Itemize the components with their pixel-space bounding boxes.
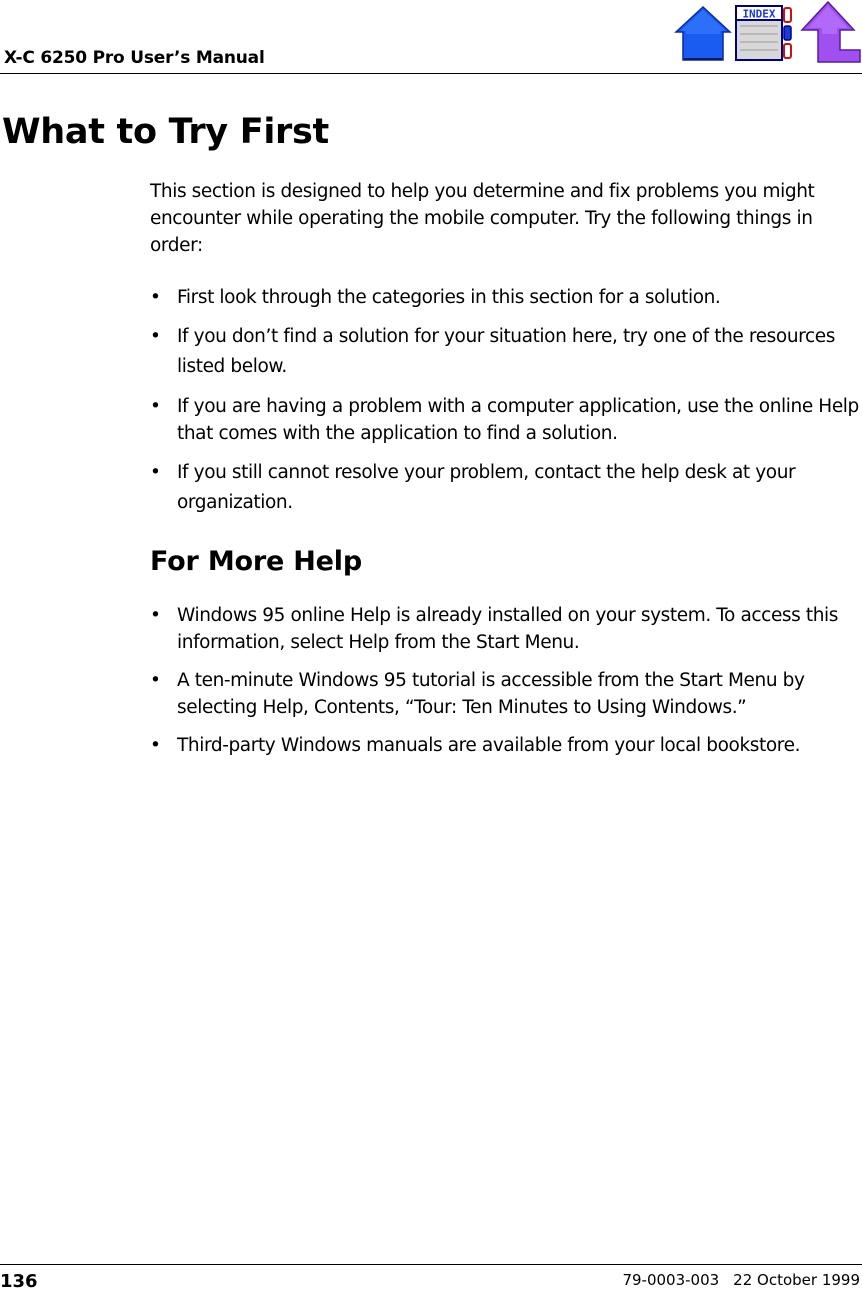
bullet-icon: • — [150, 735, 161, 756]
list-item — [150, 284, 862, 311]
list-item — [150, 667, 862, 721]
list-item-text: If you are having a problem with a computer application, use the online Help that comes with the application to find a solution. — [177, 396, 859, 444]
page-number: 136 — [0, 1271, 38, 1292]
manual-title: X-C 6250 Pro User’s Manual — [4, 48, 265, 68]
list-item-text: Third-party Windows manuals are available from your local bookstore. — [177, 735, 801, 756]
document-date: 22 October 1999 — [733, 1271, 860, 1289]
bullet-icon: • — [150, 287, 161, 308]
document-number: 79-0003-003 — [622, 1271, 720, 1289]
up-button[interactable] — [800, 0, 862, 64]
intro-paragraph: This section is designed to help you determine and fix problems you might encounter while operating the mobile computer. Try the following things in order: — [150, 181, 815, 256]
index-button[interactable] — [734, 4, 794, 62]
header-divider — [0, 73, 862, 74]
list-item-text: A ten-minute Windows 95 tutorial is accessible from the Start Menu by selecting Help, Contents, “Tour: Ten Minutes to Using Windows.” — [177, 670, 805, 718]
list-item — [150, 602, 862, 656]
index-icon — [734, 4, 794, 62]
bullet-icon: • — [150, 462, 161, 483]
footer-meta — [622, 1271, 860, 1289]
index-icon-label: INDEX — [742, 7, 776, 21]
home-icon — [674, 4, 732, 62]
list-item — [150, 458, 862, 518]
list-item-text: If you don’t find a solution for your situation here, try one of the resources listed below. — [177, 326, 835, 377]
list-item-text: Windows 95 online Help is already installed on your system. To access this information, select Help from the Start Menu. — [177, 605, 839, 653]
navigation-toolbar — [672, 0, 862, 66]
section-heading: What to Try First — [2, 112, 329, 152]
list-item — [150, 732, 862, 759]
list-item — [150, 393, 862, 447]
more-help-list — [150, 602, 862, 770]
list-item-text: If you still cannot resolve your problem, contact the help desk at your organization. — [177, 462, 796, 513]
bullet-icon: • — [150, 605, 161, 626]
list-item — [150, 322, 862, 382]
bullet-icon: • — [150, 326, 161, 347]
up-arrow-icon — [800, 0, 862, 64]
list-item-text: First look through the categories in this section for a solution. — [177, 287, 721, 308]
home-button[interactable] — [674, 4, 732, 62]
bullet-icon: • — [150, 670, 161, 691]
footer-divider — [0, 1264, 862, 1265]
bullet-icon: • — [150, 396, 161, 417]
sub-heading: For More Help — [150, 546, 362, 577]
troubleshooting-steps-list — [150, 284, 862, 529]
